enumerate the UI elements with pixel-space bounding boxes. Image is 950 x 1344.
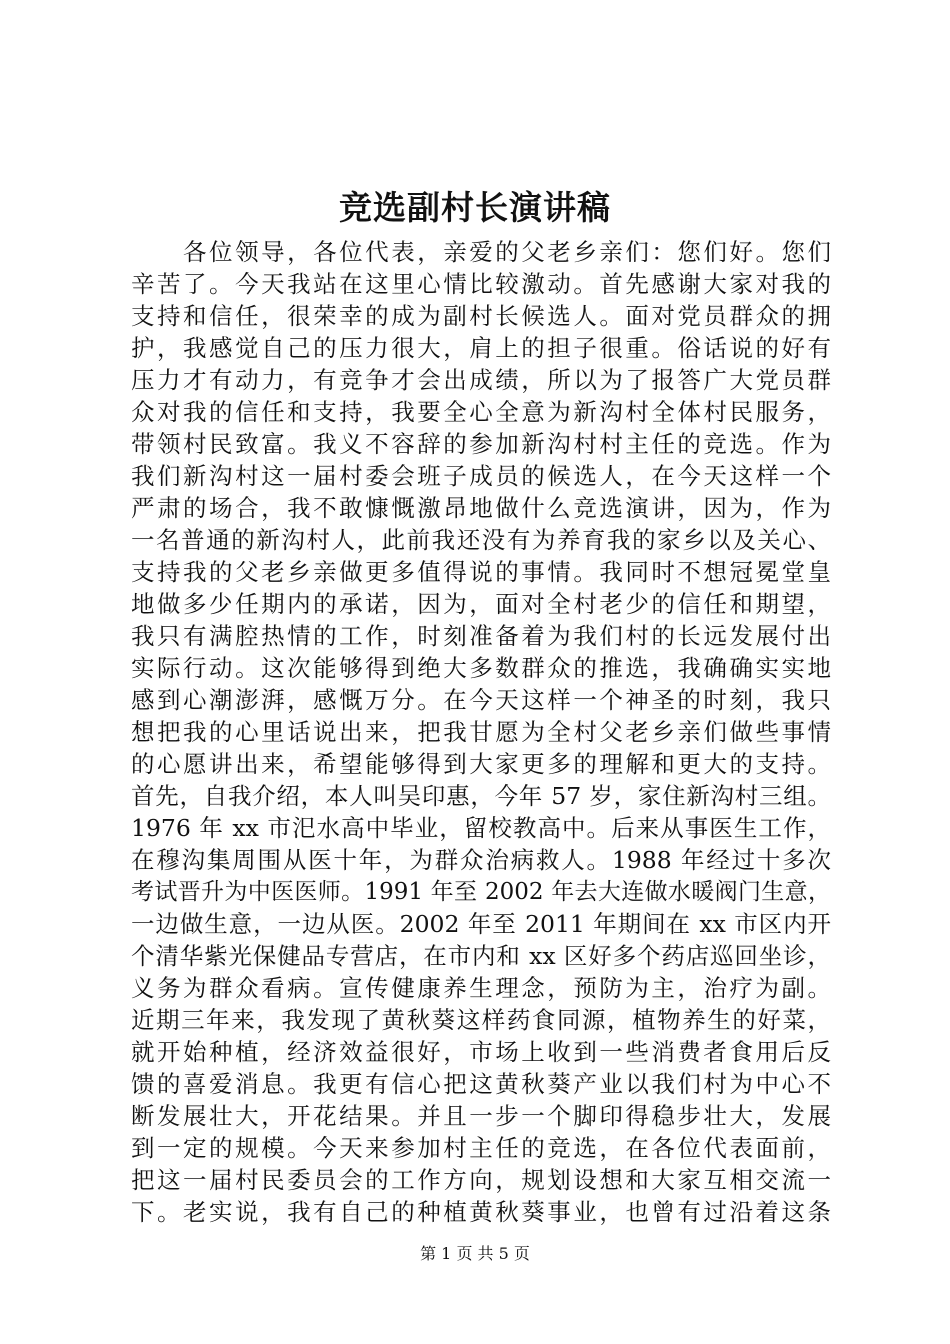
text-line: 支持和信任，很荣幸的成为副村长候选人。面对党员群众的拥 [131,302,831,330]
document-body [131,236,831,1228]
text-line: 护，我感觉自己的压力很大，肩上的担子很重。俗话说的好有 [131,334,831,362]
text-line: 断发展壮大，开花结果。并且一步一个脚印得稳步壮大，发展 [131,1102,831,1130]
text-line: 我们新沟村这一届村委会班子成员的候选人，在今天这样一个 [131,462,831,490]
text-line: 众对我的信任和支持，我要全心全意为新沟村全体村民服务， [131,398,831,426]
text-line: 压力才有动力，有竞争才会出成绩，所以为了报答广大党员群 [131,366,831,394]
text-line: 到一定的规模。今天来参加村主任的竞选，在各位代表面前， [131,1134,831,1162]
text-line: 带领村民致富。我义不容辞的参加新沟村村主任的竞选。作为 [131,430,831,458]
text-line: 支持我的父老乡亲做更多值得说的事情。我同时不想冠冕堂皇 [131,558,831,586]
page-footer: 第 1 页 共 5 页 [420,1244,530,1263]
text-line: 在穆沟集周围从医十年，为群众治病救人。1988 年经过十多次 [131,846,831,874]
text-line: 地做多少任期内的承诺，因为，面对全村老少的信任和期望， [131,590,831,618]
text-line: 义务为群众看病。宣传健康养生理念，预防为主，治疗为副。 [131,974,831,1002]
text-line: 辛苦了。今天我站在这里心情比较激动。首先感谢大家对我的 [131,270,831,298]
document-title: 竞选副村长演讲稿 [339,188,611,227]
text-line: 考试晋升为中医医师。1991 年至 2002 年去大连做水暖阀门生意， [131,879,831,905]
text-line: 想把我的心里话说出来，把我甘愿为全村父老乡亲们做些事情 [131,718,831,746]
text-line: 实际行动。这次能够得到绝大多数群众的推选，我确确实实地 [131,654,831,682]
text-line: 的心愿讲出来，希望能够得到大家更多的理解和更大的支持。 [131,750,831,778]
text-line: 我只有满腔热情的工作，时刻准备着为我们村的长远发展付出 [131,622,831,650]
text-line: 严肃的场合，我不敢慷慨激昂地做什么竞选演讲，因为，作为 [131,494,831,522]
text-line: 个清华紫光保健品专营店，在市内和 xx 区好多个药店巡回坐诊， [131,942,831,970]
text-line: 馈的喜爱消息。我更有信心把这黄秋葵产业以我们村为中心不 [131,1070,831,1098]
text-line: 1976 年 xx 市汜水高中毕业，留校教高中。后来从事医生工作， [131,814,831,842]
text-line: 近期三年来，我发现了黄秋葵这样药食同源，植物养生的好菜， [131,1006,831,1034]
text-line: 下。老实说，我有自己的种植黄秋葵事业，也曾有过沿着这条 [131,1198,831,1226]
text-line: 一名普通的新沟村人，此前我还没有为养育我的家乡以及关心、 [131,526,831,554]
text-line: 一边做生意，一边从医。2002 年至 2011 年期间在 xx 市区内开 [131,910,831,938]
text-line: 首先，自我介绍，本人叫吴印惠，今年 57 岁，家住新沟村三组。 [131,782,831,810]
text-line: 把这一届村民委员会的工作方向，规划设想和大家互相交流一 [131,1166,831,1194]
text-line: 感到心潮澎湃，感慨万分。在今天这样一个神圣的时刻，我只 [131,686,831,714]
text-line: 各位领导，各位代表，亲爱的父老乡亲们：您们好。您们 [131,238,831,266]
text-line: 就开始种植，经济效益很好，市场上收到一些消费者食用后反 [131,1038,831,1066]
